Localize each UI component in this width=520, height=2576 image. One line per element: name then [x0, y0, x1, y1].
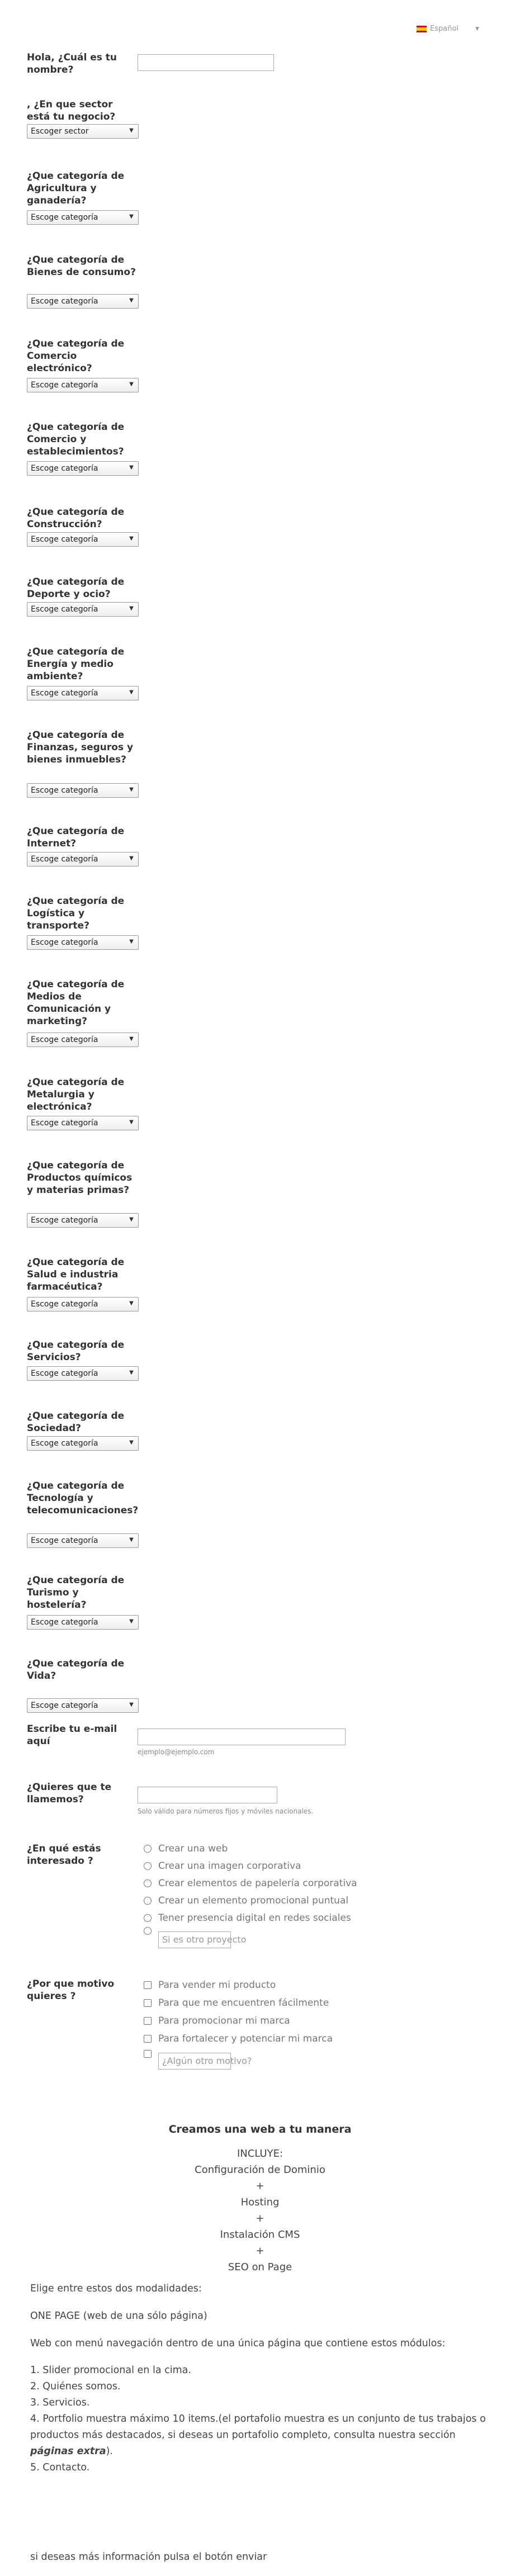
interest-option[interactable] [144, 1878, 357, 1889]
chevron-down-icon: ▼ [129, 465, 134, 471]
category-question: ¿Que categoría de Internet? [27, 826, 125, 849]
phone-field[interactable] [138, 1787, 277, 1803]
interest-other-option[interactable] [144, 1926, 247, 1948]
interest-option[interactable] [144, 1912, 351, 1924]
interest-other-input[interactable]: Si es otro proyecto [158, 1931, 231, 1948]
radio-icon[interactable] [144, 1862, 152, 1870]
includes-line: SEO on Page [228, 2261, 292, 2273]
email-hint: ejemplo@ejemplo.com [138, 1748, 215, 1756]
category-select[interactable] [27, 1533, 139, 1548]
name-input[interactable] [138, 54, 274, 71]
radio-icon[interactable] [144, 1914, 152, 1922]
category-select[interactable] [27, 294, 139, 309]
chevron-down-icon: ▼ [129, 1618, 134, 1625]
chevron-down-icon: ▼ [129, 939, 134, 945]
sector-select[interactable] [27, 124, 139, 139]
category-select[interactable] [27, 686, 139, 700]
category-select-value: Escoge categoría [31, 605, 98, 614]
radio-icon[interactable] [144, 1879, 152, 1887]
chevron-down-icon: ▼ [129, 689, 134, 695]
checkbox-icon[interactable] [144, 2017, 152, 2025]
includes-line: + [256, 2245, 264, 2257]
chevron-down-icon: ▼ [129, 1036, 134, 1042]
chevron-down-icon: ▼ [129, 214, 134, 220]
name-question: Hola, ¿Cuál es tu nombre? [27, 52, 117, 75]
category-select-value: Escoge categoría [31, 1701, 98, 1710]
includes-line: + [256, 2213, 264, 2224]
modalities-text: Elige entre estos dos modalidades: [30, 2283, 202, 2294]
category-select-value: Escoge categoría [31, 938, 98, 947]
includes-line: + [256, 2180, 264, 2192]
motive-option-label: Para fortalecer y potenciar mi marca [158, 2033, 333, 2044]
category-select-value: Escoge categoría [31, 855, 98, 864]
category-select[interactable] [27, 378, 139, 392]
chevron-down-icon: ▼ [129, 1439, 134, 1446]
includes-line: INCLUYE: [237, 2148, 283, 2160]
includes-line: Configuración de Dominio [195, 2164, 325, 2176]
chevron-down-icon: ▼ [129, 1537, 134, 1543]
category-select-value: Escoge categoría [31, 297, 98, 306]
category-select[interactable] [27, 1033, 139, 1047]
spain-flag-icon [417, 26, 427, 32]
category-select-value: Escoge categoría [31, 1439, 98, 1448]
language-label: Español [430, 25, 459, 33]
one-page-text: ONE PAGE (web de una sólo página) [30, 2310, 207, 2322]
category-question: ¿Que categoría de Medios de Comunicación y marketing? [27, 979, 125, 1027]
category-select-value: Escoge categoría [31, 1035, 98, 1044]
category-question: ¿Que categoría de Sociedad? [27, 1410, 125, 1434]
email-question: Escribe tu e-mail aquí [27, 1723, 117, 1747]
category-select-value: Escoge categoría [31, 786, 98, 795]
module-item [30, 2411, 489, 2460]
category-question: ¿Que categoría de Salud e industria farmacéutica? [27, 1257, 125, 1292]
category-select-value: Escoge categoría [31, 535, 98, 544]
motive-other-option[interactable] [144, 2048, 252, 2070]
chevron-down-icon: ▼ [129, 1702, 134, 1708]
includes-line: Hosting [240, 2196, 280, 2208]
category-select[interactable] [27, 461, 139, 476]
module-item-text: 4. Portfolio muestra máximo 10 items.(el portafolio muestra es un conjunto de tus trabajos o productos más destacados, si deseas un portafolio completo, consulta nuestra sección [30, 2413, 486, 2441]
module-item: 1. Slider promocional en la cima. [30, 2365, 191, 2376]
category-question: ¿Que categoría de Energía y medio ambiente? [27, 646, 125, 682]
phone-question: ¿Quieres que te llamemos? [27, 1782, 112, 1805]
footer-text: si deseas más información pulsa el botón enviar [30, 2551, 267, 2563]
chevron-down-icon: ▼ [129, 787, 134, 793]
interest-option[interactable] [144, 1843, 228, 1854]
motive-option[interactable] [144, 2015, 290, 2026]
category-select[interactable] [27, 1366, 139, 1381]
interest-option[interactable] [144, 1895, 348, 1906]
category-select-value: Escoge categoría [31, 381, 98, 390]
extra-pages-link[interactable]: páginas extra [30, 2446, 106, 2457]
category-question: ¿Que categoría de Productos químicos y materias primas? [27, 1160, 133, 1196]
chevron-down-icon: ▼ [129, 297, 134, 304]
interest-option[interactable] [144, 1860, 301, 1872]
sector-select-value: Escoger sector [31, 127, 89, 136]
category-select[interactable] [27, 1213, 139, 1228]
category-question: ¿Que categoría de Tecnología y telecomunicaciones? [27, 1480, 139, 1516]
sector-question: , ¿En que sector está tu negocio? [27, 99, 116, 122]
interest-option-label: Crear una web [158, 1843, 228, 1854]
category-question: ¿Que categoría de Construcción? [27, 506, 125, 530]
category-select-value: Escoge categoría [31, 1300, 98, 1309]
category-question: ¿Que categoría de Comercio y establecimientos? [27, 422, 125, 457]
category-select[interactable] [27, 1116, 139, 1130]
category-question: ¿Que categoría de Agricultura y ganadería? [27, 171, 125, 206]
checkbox-icon[interactable] [144, 1981, 152, 1989]
category-question: ¿Que categoría de Logística y transporte? [27, 896, 125, 931]
motive-other-input[interactable]: ¿Algún otro motivo? [158, 2053, 231, 2070]
category-question: ¿Que categoría de Bienes de consumo? [27, 254, 136, 278]
chevron-down-icon: ▼ [129, 1370, 134, 1376]
category-select[interactable] [27, 1698, 139, 1713]
chevron-down-icon: ▼ [475, 26, 479, 32]
motive-option[interactable] [144, 1997, 329, 2009]
chevron-down-icon: ▼ [129, 381, 134, 387]
checkbox-icon[interactable] [144, 1999, 152, 2007]
chevron-down-icon: ▼ [129, 1119, 134, 1125]
includes-list [0, 2146, 520, 2275]
category-question: ¿Que categoría de Finanzas, seguros y bienes inmuebles? [27, 730, 134, 765]
motive-option-label: Para promocionar mi marca [158, 2015, 290, 2026]
category-select[interactable] [27, 1297, 139, 1311]
module-item: 3. Servicios. [30, 2397, 90, 2408]
motive-option[interactable] [144, 2033, 333, 2044]
category-select[interactable] [27, 852, 139, 866]
category-select-value: Escoge categoría [31, 1119, 98, 1128]
email-field[interactable] [138, 1729, 346, 1745]
category-select[interactable] [27, 1436, 139, 1451]
checkbox-icon[interactable] [144, 2050, 152, 2058]
module-item: 2. Quiénes somos. [30, 2381, 121, 2392]
motive-question: ¿Por que motivo quieres ? [27, 1978, 115, 2002]
modules-list [30, 2362, 489, 2476]
category-select-value: Escoge categoría [31, 1216, 98, 1225]
includes-line: Instalación CMS [220, 2229, 300, 2241]
module-item-close: ). [106, 2446, 113, 2457]
interest-option-label: Crear una imagen corporativa [158, 1860, 301, 1872]
category-select-value: Escoge categoría [31, 464, 98, 473]
category-select[interactable] [27, 602, 139, 617]
module-item: 5. Contacto. [30, 2462, 90, 2473]
chevron-down-icon: ▼ [129, 1216, 134, 1223]
category-select-value: Escoge categoría [31, 1536, 98, 1545]
category-question: ¿Que categoría de Metalurgia y electrónica? [27, 1077, 125, 1112]
interest-option-label: Crear un elemento promocional puntual [158, 1895, 349, 1906]
category-question: ¿Que categoría de Servicios? [27, 1339, 125, 1363]
chevron-down-icon: ▼ [129, 1300, 134, 1306]
category-question: ¿Que categoría de Deporte y ocio? [27, 576, 125, 600]
phone-hint: Solo válido para números fijos y móviles nacionales. [138, 1807, 314, 1815]
category-question: ¿Que categoría de Turismo y hostelería? [27, 1575, 125, 1611]
chevron-down-icon: ▼ [129, 127, 134, 134]
motive-option-label: Para vender mi producto [158, 1980, 276, 1991]
chevron-down-icon: ▼ [129, 536, 134, 542]
category-select-value: Escoge categoría [31, 1618, 98, 1627]
category-select[interactable] [27, 210, 139, 225]
chevron-down-icon: ▼ [129, 605, 134, 612]
category-select[interactable] [27, 783, 139, 798]
language-selector[interactable] [417, 25, 479, 33]
interest-option-label: Crear elementos de papelería corporativa [158, 1878, 357, 1889]
menu-text: Web con menú navegación dentro de una única página que contiene estos módulos: [30, 2338, 446, 2349]
motive-option-label: Para que me encuentren fácilmente [158, 1997, 329, 2009]
category-select[interactable] [27, 1615, 139, 1630]
checkbox-icon[interactable] [144, 2035, 152, 2043]
radio-icon[interactable] [144, 1927, 152, 1935]
category-select[interactable] [27, 532, 139, 547]
category-select-value: Escoge categoría [31, 213, 98, 222]
interest-question: ¿En qué estás interesado ? [27, 1843, 101, 1867]
interest-option-label: Tener presencia digital en redes sociales [158, 1912, 351, 1924]
chevron-down-icon: ▼ [129, 855, 134, 861]
info-title: Creamos una web a tu manera [168, 2123, 352, 2135]
radio-icon[interactable] [144, 1897, 152, 1905]
category-question: ¿Que categoría de Vida? [27, 1658, 125, 1682]
category-select[interactable] [27, 935, 139, 950]
radio-icon[interactable] [144, 1845, 152, 1853]
motive-option[interactable] [144, 1980, 276, 1991]
category-question: ¿Que categoría de Comercio electrónico? [27, 338, 125, 374]
category-select-value: Escoge categoría [31, 689, 98, 698]
category-select-value: Escoge categoría [31, 1369, 98, 1378]
